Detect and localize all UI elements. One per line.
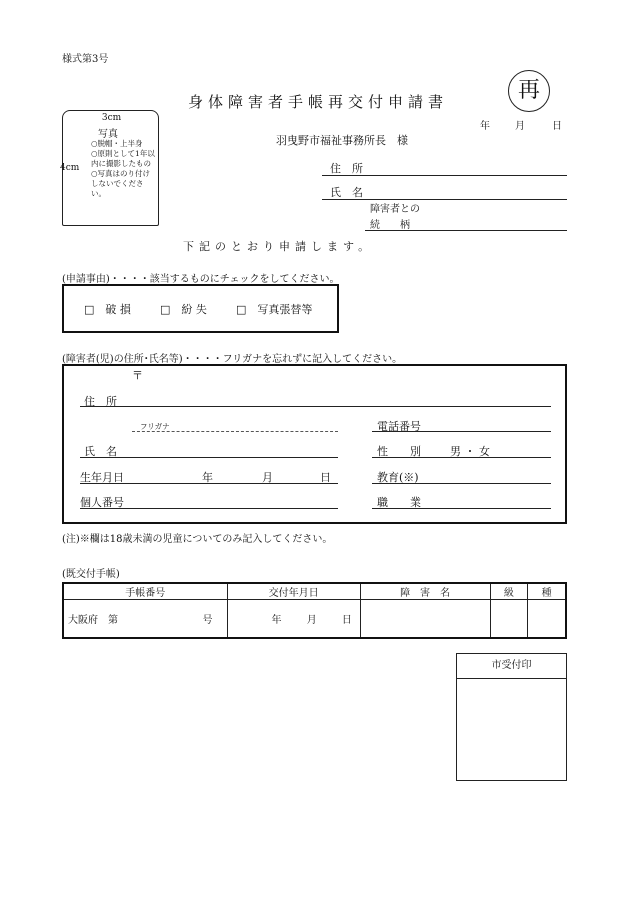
furigana-label: フリガナ bbox=[140, 422, 170, 431]
cell-grade[interactable] bbox=[490, 600, 528, 638]
education-label: 教育(※) bbox=[377, 471, 419, 484]
receipt-label: 市受付印 bbox=[457, 654, 566, 679]
date-year: 年 bbox=[480, 121, 490, 132]
note-text: (注)※欄は18歳未満の児童についてのみ記入してください。 bbox=[62, 534, 333, 545]
occupation-label: 職 業 bbox=[377, 496, 421, 509]
col-issue-date: 交付年月日 bbox=[227, 583, 360, 600]
form-number: 様式第3号 bbox=[62, 54, 109, 65]
relation-label-2: 続 柄 bbox=[370, 220, 410, 231]
applicant-address-label: 住 所 bbox=[330, 162, 363, 175]
photo-caption: 写真 bbox=[98, 129, 118, 140]
receipt-stamp-box bbox=[456, 653, 567, 781]
phone-label: 電話番号 bbox=[377, 420, 421, 433]
birth-month: 月 bbox=[262, 471, 273, 484]
history-heading: (既交付手帳) bbox=[62, 569, 120, 580]
person-name-label: 氏 名 bbox=[84, 445, 117, 458]
education-line[interactable] bbox=[372, 483, 551, 484]
photo-note-2: ○原則として1年以内に撮影したもの bbox=[91, 149, 155, 168]
reason-damage-checkbox[interactable]: □ 破 損 bbox=[84, 303, 131, 316]
person-box bbox=[62, 364, 567, 524]
photo-notes bbox=[91, 139, 157, 199]
birth-label: 生年月日 bbox=[80, 471, 124, 484]
sex-line bbox=[372, 457, 551, 458]
cell-disability-name[interactable] bbox=[360, 600, 490, 638]
applicant-address-line[interactable] bbox=[322, 175, 567, 176]
col-notebook-number: 手帳番号 bbox=[63, 583, 227, 600]
reissue-stamp: 再 bbox=[508, 70, 550, 112]
birth-year: 年 bbox=[202, 471, 213, 484]
cell-type[interactable] bbox=[528, 600, 566, 638]
person-address-label: 住 所 bbox=[84, 395, 117, 408]
mynumber-label: 個人番号 bbox=[80, 496, 124, 509]
page-title: 身体障害者手帳再交付申請書 bbox=[188, 93, 449, 111]
col-grade: 級 bbox=[490, 583, 528, 600]
sex-label: 性 別 bbox=[377, 445, 421, 458]
applicant-name-label: 氏 名 bbox=[330, 186, 363, 199]
relation-label-1: 障害者との bbox=[370, 204, 420, 215]
date-day: 日 bbox=[552, 121, 562, 132]
occupation-line[interactable] bbox=[372, 508, 551, 509]
photo-note-1: ○脱帽・上半身 bbox=[91, 139, 143, 148]
furigana-line[interactable] bbox=[132, 431, 338, 432]
mynumber-line[interactable] bbox=[80, 508, 338, 509]
reason-heading: (申請事由)・・・・該当するものにチェックをしてください。 bbox=[62, 274, 340, 285]
applicant-name-line[interactable] bbox=[322, 199, 567, 200]
person-heading: (障害者(児)の住所･氏名等)・・・・フリガナを忘れずに記入してください。 bbox=[62, 354, 403, 365]
cell-notebook-number[interactable]: 大阪府 第 号 bbox=[63, 600, 227, 638]
reason-loss-checkbox[interactable]: □ 紛 失 bbox=[160, 303, 207, 316]
addressee: 羽曳野市福祉事務所長 様 bbox=[276, 134, 408, 147]
person-address-line[interactable] bbox=[80, 406, 551, 407]
postal-mark: 〒 bbox=[132, 369, 143, 382]
col-type: 種 bbox=[528, 583, 566, 600]
cell-issue-date[interactable]: 年 月 日 bbox=[227, 600, 360, 638]
photo-width-label: 3cm bbox=[101, 113, 122, 123]
history-table bbox=[62, 582, 567, 639]
person-name-line[interactable] bbox=[80, 457, 338, 458]
photo-note-3: ○写真はのり付けしないでください。 bbox=[91, 169, 151, 198]
photo-area bbox=[62, 110, 159, 226]
birth-line[interactable] bbox=[80, 483, 338, 484]
intro-text: 下記のとおり申請します。 bbox=[183, 240, 375, 253]
reason-box bbox=[62, 284, 339, 333]
reason-photo-checkbox[interactable]: □ 写真張替等 bbox=[236, 303, 313, 316]
sex-options[interactable]: 男 ・ 女 bbox=[450, 445, 490, 458]
phone-line[interactable] bbox=[372, 431, 551, 432]
relation-line[interactable] bbox=[365, 230, 567, 231]
photo-height-label: 4cm bbox=[60, 163, 80, 173]
col-disability-name: 障 害 名 bbox=[360, 583, 490, 600]
date-month: 月 bbox=[515, 121, 525, 132]
birth-day: 日 bbox=[320, 471, 331, 484]
